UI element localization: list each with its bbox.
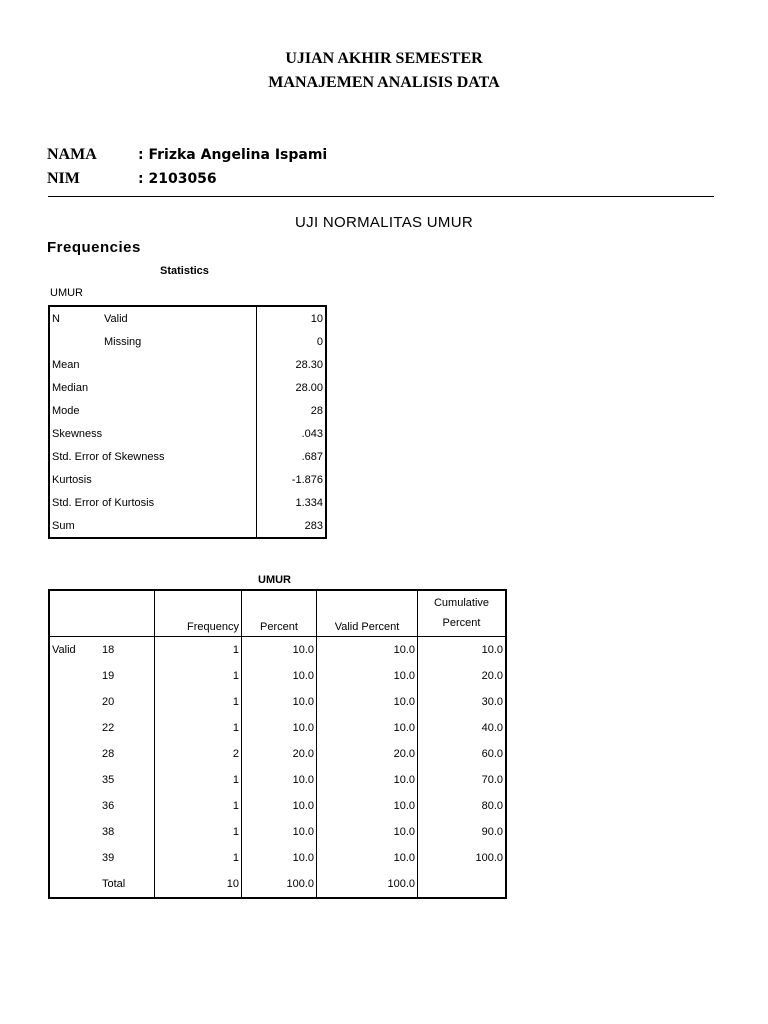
frequency-cumulative-percent: 80.0 bbox=[418, 793, 507, 819]
statistics-label: N bbox=[49, 306, 102, 330]
frequency-count: 1 bbox=[155, 793, 242, 819]
statistics-value: -1.876 bbox=[257, 468, 327, 491]
horizontal-rule bbox=[48, 196, 714, 197]
frequency-group-label bbox=[49, 715, 100, 741]
statistics-value: .687 bbox=[257, 445, 327, 468]
frequency-percent: 10.0 bbox=[242, 715, 317, 741]
frequency-table bbox=[48, 589, 507, 899]
frequency-count: 1 bbox=[155, 636, 242, 663]
frequency-cumulative-percent: 30.0 bbox=[418, 689, 507, 715]
frequency-row bbox=[49, 715, 506, 741]
frequency-valid-percent: 10.0 bbox=[317, 689, 418, 715]
statistics-row bbox=[49, 445, 326, 468]
frequency-percent: 10.0 bbox=[242, 636, 317, 663]
frequency-group-label: Valid bbox=[49, 636, 100, 663]
frequency-percent: 10.0 bbox=[242, 689, 317, 715]
statistics-table bbox=[48, 305, 327, 539]
header-cumulative-line2: Percent bbox=[442, 616, 481, 629]
statistics-row bbox=[49, 306, 326, 330]
frequency-percent: 10.0 bbox=[242, 767, 317, 793]
frequency-header-row bbox=[49, 590, 506, 636]
frequency-total-row bbox=[49, 871, 506, 898]
statistics-value: 28 bbox=[257, 399, 327, 422]
statistics-label bbox=[49, 330, 102, 353]
statistics-value: .043 bbox=[257, 422, 327, 445]
frequency-table-caption: UMUR bbox=[258, 574, 291, 586]
frequency-group-label bbox=[49, 871, 100, 898]
section-title: UJI NORMALITAS UMUR bbox=[295, 214, 473, 231]
frequency-value: 39 bbox=[102, 851, 115, 864]
frequency-count: 1 bbox=[155, 767, 242, 793]
header-cumulative-line1: Cumulative bbox=[433, 596, 490, 609]
frequency-percent: 10.0 bbox=[242, 819, 317, 845]
statistics-caption: Statistics bbox=[160, 265, 209, 277]
frequency-cumulative-percent: 10.0 bbox=[418, 636, 507, 663]
frequency-count: 1 bbox=[155, 819, 242, 845]
frequency-value: 38 bbox=[102, 825, 115, 838]
header-frequency: Frequency bbox=[155, 590, 242, 636]
statistics-row bbox=[49, 514, 326, 538]
frequency-value: 20 bbox=[102, 695, 115, 708]
frequency-percent: 10.0 bbox=[242, 663, 317, 689]
frequency-row bbox=[49, 793, 506, 819]
frequency-group-label bbox=[49, 689, 100, 715]
statistics-variable: UMUR bbox=[50, 287, 83, 299]
statistics-sublabel: Missing bbox=[104, 335, 142, 348]
frequency-valid-percent: 10.0 bbox=[317, 636, 418, 663]
frequency-count: 1 bbox=[155, 715, 242, 741]
statistics-row bbox=[49, 330, 326, 353]
frequency-cumulative-percent: 100.0 bbox=[418, 845, 507, 871]
frequency-count: 1 bbox=[155, 845, 242, 871]
frequency-group-label bbox=[49, 741, 100, 767]
statistics-row bbox=[49, 376, 326, 399]
frequency-value: 36 bbox=[102, 799, 115, 812]
frequency-value: 19 bbox=[102, 669, 115, 682]
statistics-value: 1.334 bbox=[257, 491, 327, 514]
statistics-sublabel: Valid bbox=[102, 306, 257, 330]
frequency-value: 28 bbox=[102, 747, 115, 760]
frequency-cumulative-percent: 70.0 bbox=[418, 767, 507, 793]
frequency-valid-percent: 10.0 bbox=[317, 845, 418, 871]
frequency-total-percent: 100.0 bbox=[242, 871, 317, 898]
header-cumulative-percent bbox=[418, 590, 507, 636]
frequency-cumulative-percent: 20.0 bbox=[418, 663, 507, 689]
statistics-label: Kurtosis bbox=[49, 468, 257, 491]
frequency-valid-percent: 20.0 bbox=[317, 741, 418, 767]
frequency-row bbox=[49, 636, 506, 663]
statistics-value: 10 bbox=[257, 306, 327, 330]
frequency-total-label: Total bbox=[100, 871, 155, 898]
frequency-count: 2 bbox=[155, 741, 242, 767]
frequency-valid-percent: 10.0 bbox=[317, 819, 418, 845]
frequency-valid-percent: 10.0 bbox=[317, 715, 418, 741]
statistics-row bbox=[49, 491, 326, 514]
frequency-cumulative-percent: 40.0 bbox=[418, 715, 507, 741]
frequency-row bbox=[49, 689, 506, 715]
statistics-row bbox=[49, 353, 326, 376]
nim-value: : 2103056 bbox=[138, 171, 217, 187]
frequency-total-valid-percent: 100.0 bbox=[317, 871, 418, 898]
statistics-value: 283 bbox=[257, 514, 327, 538]
frequency-count: 1 bbox=[155, 689, 242, 715]
header-valid-percent: Valid Percent bbox=[317, 590, 418, 636]
frequency-valid-percent: 10.0 bbox=[317, 767, 418, 793]
statistics-label: Mode bbox=[49, 399, 257, 422]
frequency-valid-percent: 10.0 bbox=[317, 793, 418, 819]
statistics-value: 28.00 bbox=[257, 376, 327, 399]
frequency-group-label bbox=[49, 663, 100, 689]
header-percent: Percent bbox=[242, 590, 317, 636]
frequency-row bbox=[49, 819, 506, 845]
frequency-cumulative-percent: 60.0 bbox=[418, 741, 507, 767]
frequency-row bbox=[49, 767, 506, 793]
statistics-label: Median bbox=[49, 376, 257, 399]
frequency-group-label bbox=[49, 767, 100, 793]
frequency-valid-percent: 10.0 bbox=[317, 663, 418, 689]
statistics-label: Mean bbox=[49, 353, 257, 376]
frequencies-heading: Frequencies bbox=[47, 239, 141, 256]
statistics-row bbox=[49, 422, 326, 445]
statistics-value: 28.30 bbox=[257, 353, 327, 376]
frequency-value: 18 bbox=[102, 643, 115, 656]
frequency-group-label bbox=[49, 819, 100, 845]
frequency-total-cumulative bbox=[418, 871, 507, 898]
frequency-row bbox=[49, 741, 506, 767]
statistics-label: Sum bbox=[49, 514, 257, 538]
nama-label: NAMA bbox=[47, 146, 97, 163]
frequency-row bbox=[49, 663, 506, 689]
document-title: UJIAN AKHIR SEMESTER bbox=[285, 50, 483, 67]
frequency-cumulative-percent: 90.0 bbox=[418, 819, 507, 845]
statistics-label: Std. Error of Kurtosis bbox=[49, 491, 257, 514]
frequency-row bbox=[49, 845, 506, 871]
frequency-percent: 20.0 bbox=[242, 741, 317, 767]
statistics-label: Std. Error of Skewness bbox=[49, 445, 257, 468]
nim-label: NIM bbox=[47, 170, 80, 187]
nama-value: : Frizka Angelina Ispami bbox=[138, 147, 328, 163]
document-subtitle: MANAJEMEN ANALISIS DATA bbox=[268, 74, 500, 91]
frequency-group-label bbox=[49, 793, 100, 819]
frequency-count: 1 bbox=[155, 663, 242, 689]
frequency-total-count: 10 bbox=[155, 871, 242, 898]
frequency-percent: 10.0 bbox=[242, 793, 317, 819]
frequency-value: 22 bbox=[102, 721, 115, 734]
frequency-value: 35 bbox=[102, 773, 115, 786]
statistics-row bbox=[49, 399, 326, 422]
frequency-percent: 10.0 bbox=[242, 845, 317, 871]
statistics-label: Skewness bbox=[49, 422, 257, 445]
frequency-group-label bbox=[49, 845, 100, 871]
statistics-row bbox=[49, 468, 326, 491]
statistics-value: 0 bbox=[257, 330, 327, 353]
